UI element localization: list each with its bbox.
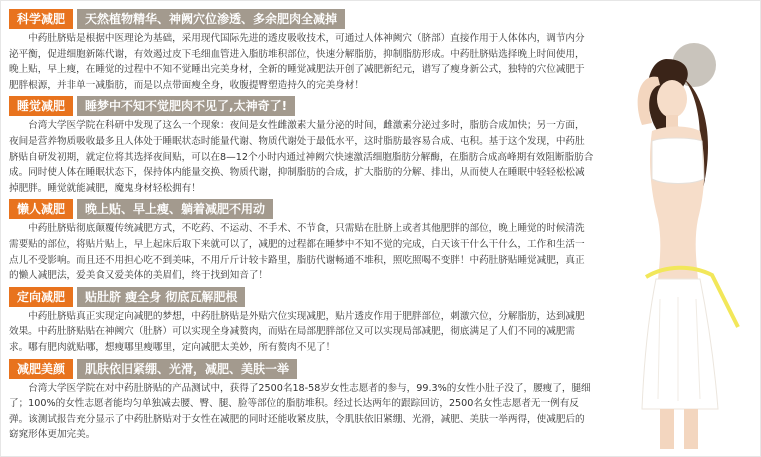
section-header — [9, 199, 594, 219]
section-lazy — [9, 199, 594, 283]
section-header — [9, 96, 594, 116]
section-headline: 肌肤依旧紧绷、光滑，减肥、美肤一举 — [77, 359, 297, 379]
section-sleep — [9, 96, 594, 196]
section-text: 中药肚脐贴是根据中医理论为基础，采用现代国际先进的透皮吸收技术，可通过人体神阙穴（脐部）直接作用于人体体内，调节内分泌平衡，促进细胞新陈代谢，有效遏过皮下毛细血管进入脂肪堆积部位，快速分解脂肪，抑制脂肪形成。中药肚脐贴选择晚上时间使用，晚上贴，早上瘦，在睡觉的过程中不知不觉睡出完美身材，全新的睡觉减肥法开创了减肥新纪元，谱写了瘦身新公式，独特的穴位减肥于肥胖根源，并非单一减脂肪，而是以点带面瘦全身，收腹提臀塑造持久的完美身材！ — [9, 33, 585, 91]
model-illustration — [588, 29, 756, 449]
section-header — [9, 359, 594, 379]
section-tag: 睡觉减肥 — [9, 96, 73, 116]
white-skirt — [642, 279, 718, 409]
face — [657, 80, 687, 118]
section-text: 中药肚脐贴真正实现定向减肥的梦想，中药肚脐贴是外贴穴位实现减肥，贴片透皮作用于肥胖部位，刺激穴位，分解脂肪，达到减肥效果。中药肚脐贴贴在神阙穴（肚脐）可以实现全身减赘肉，而贴在局部肥胖部位又可以实现局部减肥，彻底满足了人们不同的减肥需求。哪有肥肉就贴哪，想瘦哪里瘦哪里，定向减肥太美妙，所有赘肉不见了！ — [9, 310, 585, 353]
section-headline: 晚上贴、早上瘦、躺着减肥不用动 — [77, 199, 273, 219]
section-text: 台湾大学医学院在对中药肚脐贴的产品测试中，获得了2500名18-58岁女性志愿者的参与，99.3%的女性小肚子没了，腰瘦了，腿细了；100%的女性志愿者能均匀单独减去腰、臀、腿、脸等部位的脂肪堆积。经过长达两年的跟踪回访，2500名女性志愿者无一例有反弹。该测试报告充分显示了中药肚脐贴对于女性在减肥的同时还能收紧皮肤，令肌肤依旧紧绷、光滑，减肥、美肤一举两得，使减肥后的窈窕形体更加完美。 — [9, 382, 591, 441]
section-headline: 天然植物精华、神阙穴位渗透、多余肥肉全减掉 — [77, 9, 345, 29]
white-top — [652, 138, 704, 184]
section-text: 中药肚脐贴彻底颠覆传统减肥方式，不吃药、不运动、不手术、不节食，只需贴在肚脐上或者其他肥胖的部位，晚上睡觉的时候清洗需要贴的部位，将贴片贴上，早上起床后取下来就可以了，减肥的过程都在睡梦中不知不觉的完成，白天该干什么干什么，工作和生活一点儿不受影响。而且还不用担心吃不到美味，不用斤斤计较卡路里，脂肪代谢畅通不堆积，照吃照喝不变胖！中药肚脐贴睡觉减肥，真正的懒人减肥法，爱美食又爱美体的美眉们，终于找到知音了！ — [9, 223, 585, 282]
section-header — [9, 9, 594, 29]
section-targeted — [9, 287, 594, 356]
section-headline: 贴肚脐 瘦全身 彻底瓦解肥根 — [77, 287, 245, 307]
section-text: 台湾大学医学院在科研中发现了这么一个现象：夜间是女性雌激素大量分泌的时间，雌激素分泌过多时，脂肪合成加快；另一方面，夜间是营养物质吸收最多且人体处于睡眠状态时能量代谢、物质代谢处于最低水平，这时脂肪最容易合成、屯积。基于这个发现，中药肚脐贴自研发初期，就定位将其选择夜间贴，可以在8—12个小时内通过神阙穴快速激活细胞脂肪分解酶，在脂肪合成高峰期有效阻断脂肪合成。同时使人体在睡眠状态下，保持体内能量交换、物质代谢，抑制脂肪的合成，扩大脂肪的分解、排出，从而使人在睡眠中轻轻松松减掉肥胖。睡觉就能减肥，魔鬼身材轻松拥有！ — [9, 120, 594, 194]
content-column — [9, 9, 594, 446]
section-tag: 懒人减肥 — [9, 199, 73, 219]
section-headline: 睡梦中不知不觉肥肉不见了,太神奇了! — [77, 96, 295, 116]
section-tag: 减肥美颜 — [9, 359, 73, 379]
section-tag: 科学减肥 — [9, 9, 73, 29]
section-science — [9, 9, 594, 93]
section-header — [9, 287, 594, 307]
section-beauty — [9, 359, 594, 443]
section-tag: 定向减肥 — [9, 287, 73, 307]
